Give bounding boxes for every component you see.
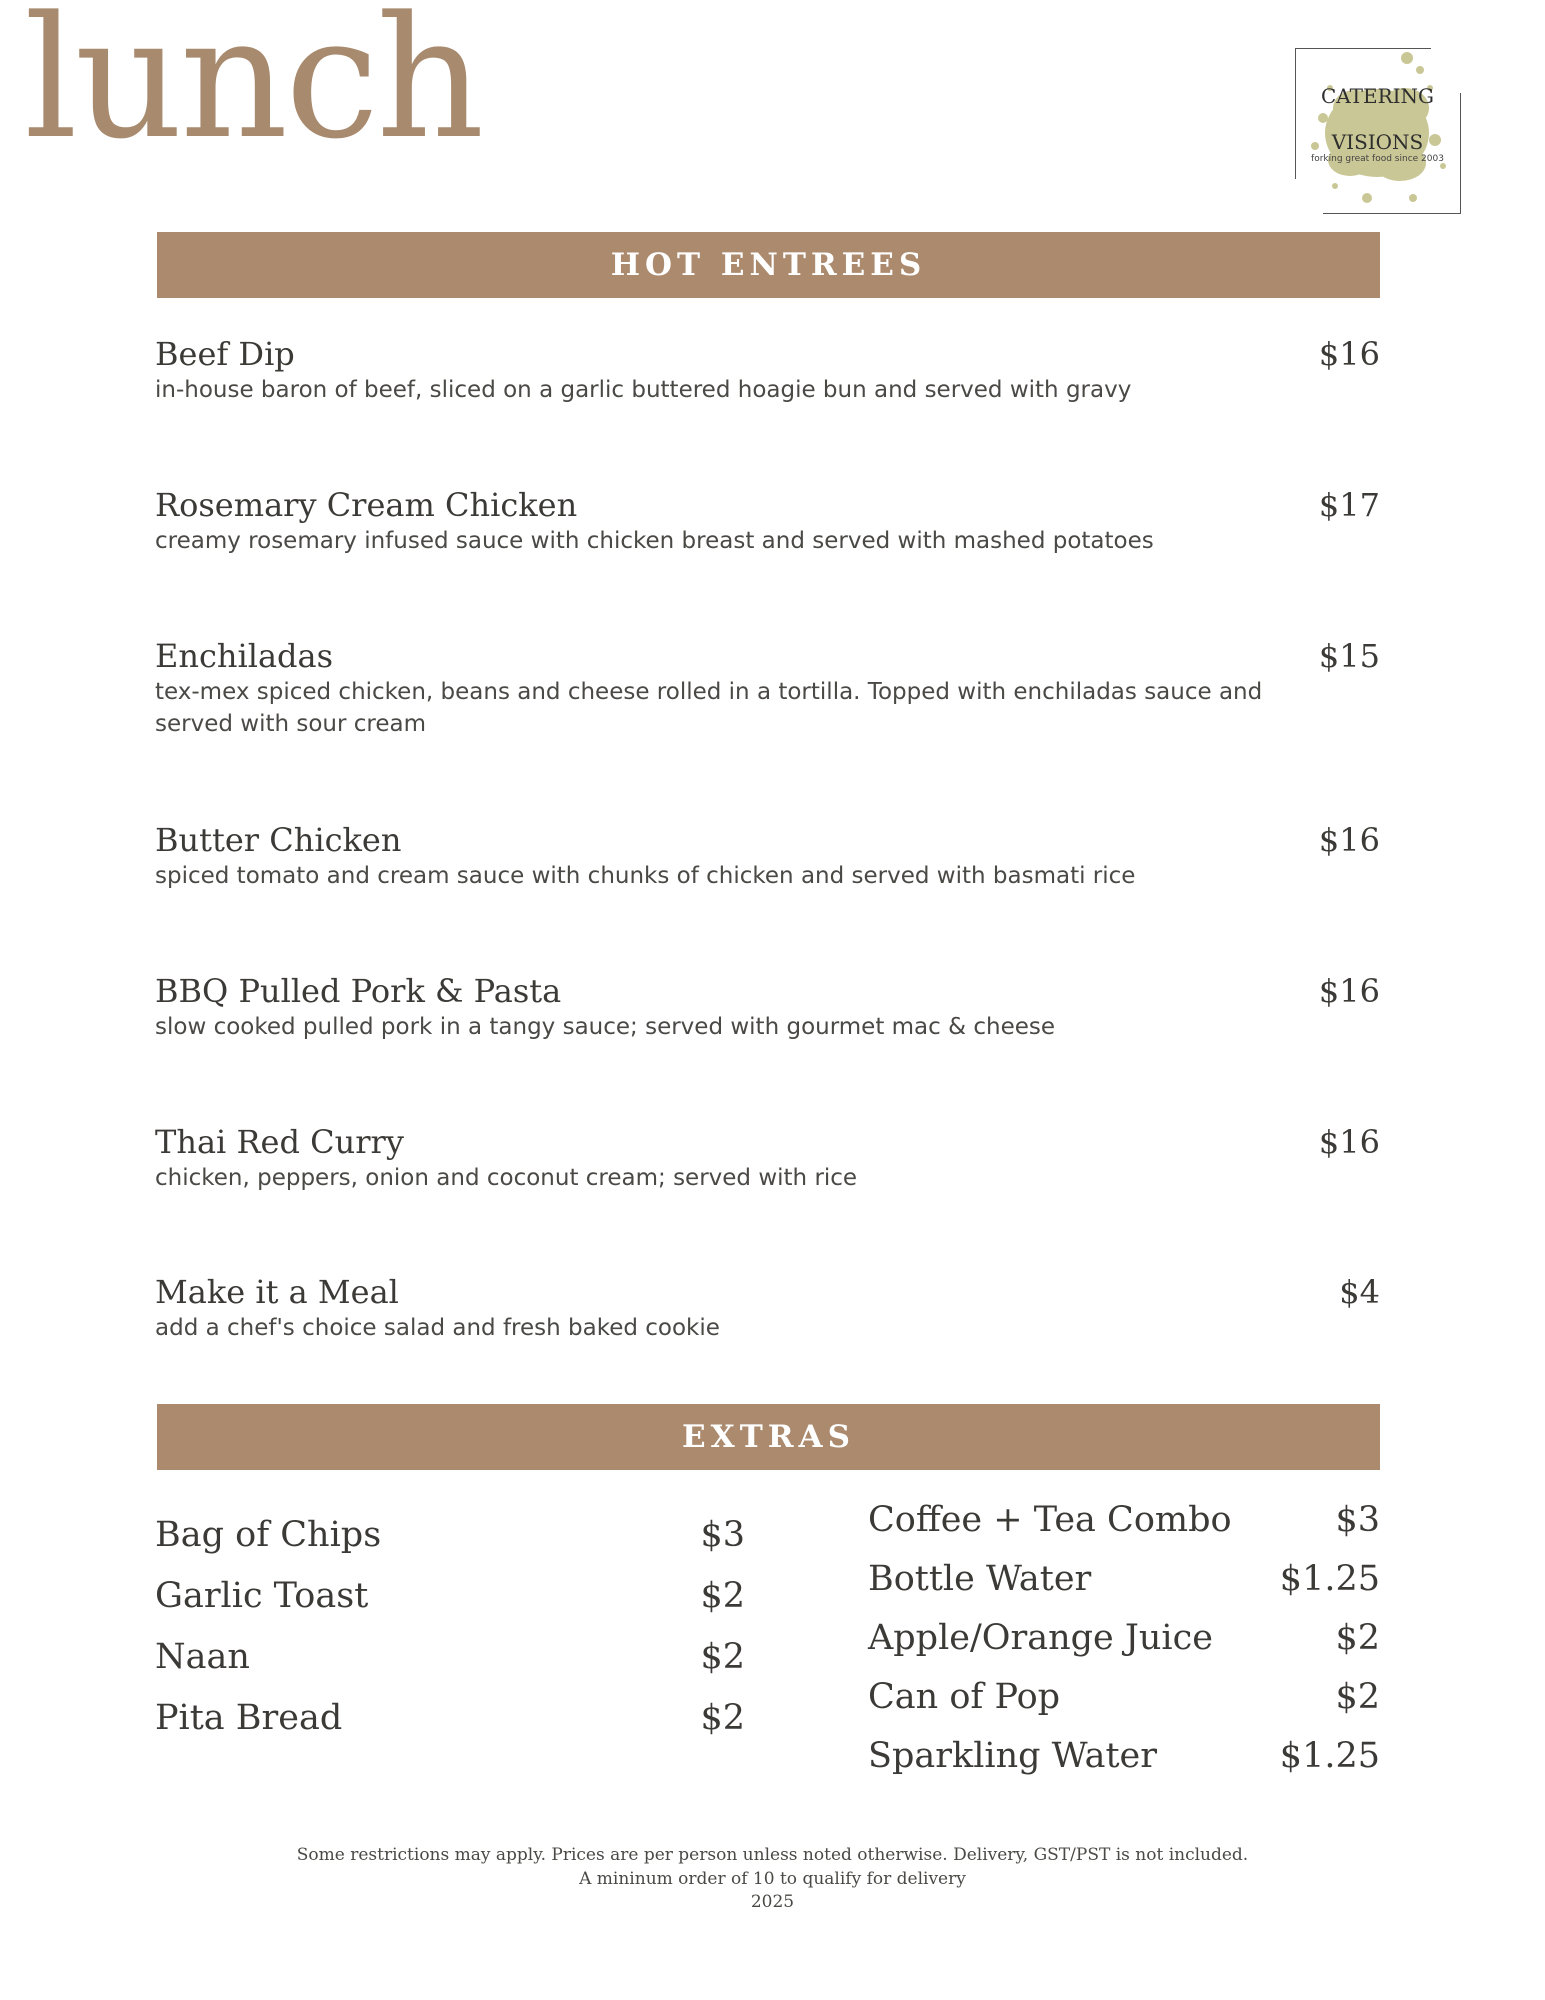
extra-name: Sparkling Water bbox=[868, 1736, 1157, 1776]
extra-price: $1.25 bbox=[1279, 1736, 1380, 1776]
extra-name: Garlic Toast bbox=[155, 1576, 369, 1616]
menu-item bbox=[155, 1272, 1380, 1344]
item-description: in-house baron of beef, sliced on a garlic buttered hoagie bun and served with gravy bbox=[155, 377, 1132, 403]
extra-price: $3 bbox=[1335, 1500, 1380, 1540]
item-description: chicken, peppers, onion and coconut cream; served with rice bbox=[155, 1165, 858, 1191]
menu-item bbox=[155, 1122, 1380, 1194]
extra-item bbox=[155, 1635, 745, 1696]
extra-item bbox=[868, 1734, 1380, 1793]
footer-delivery-note: A mininum order of 10 to qualify for delivery bbox=[579, 1869, 966, 1889]
item-name: Make it a Meal bbox=[155, 1273, 399, 1311]
hot-entrees-banner: HOT ENTREES bbox=[157, 232, 1380, 298]
item-name: Thai Red Curry bbox=[155, 1123, 404, 1161]
extra-price: $1.25 bbox=[1279, 1559, 1380, 1599]
extra-name: Apple/Orange Juice bbox=[868, 1618, 1213, 1658]
menu-item bbox=[155, 636, 1380, 740]
page-title: lunch bbox=[24, 0, 482, 176]
item-price: $4 bbox=[1339, 1273, 1380, 1311]
extra-name: Naan bbox=[155, 1637, 250, 1677]
item-price: $16 bbox=[1318, 821, 1380, 859]
extra-price: $2 bbox=[700, 1698, 745, 1738]
menu-item bbox=[155, 485, 1380, 557]
extra-name: Coffee + Tea Combo bbox=[868, 1500, 1232, 1540]
extra-item bbox=[868, 1616, 1380, 1675]
item-description: tex-mex spiced chicken, beans and cheese rolled in a tortilla. Topped with enchiladas sauce and served with sour cream bbox=[155, 679, 1263, 737]
extras-left-column bbox=[155, 1513, 745, 1757]
extra-price: $2 bbox=[1335, 1677, 1380, 1717]
extra-price: $2 bbox=[700, 1637, 745, 1677]
item-price: $17 bbox=[1318, 486, 1380, 524]
item-name: Butter Chicken bbox=[155, 821, 402, 859]
logo-line-1: CATERING bbox=[1320, 84, 1435, 108]
extra-item bbox=[868, 1498, 1380, 1557]
extras-right-column bbox=[868, 1498, 1380, 1793]
item-price: $15 bbox=[1318, 637, 1380, 675]
item-description: slow cooked pulled pork in a tangy sauce; served with gourmet mac & cheese bbox=[155, 1014, 1056, 1040]
extra-item bbox=[868, 1557, 1380, 1616]
item-description: spiced tomato and cream sauce with chunks of chicken and served with basmati rice bbox=[155, 863, 1136, 889]
catering-visions-logo bbox=[1295, 48, 1460, 213]
item-name: Enchiladas bbox=[155, 637, 334, 675]
extras-banner: EXTRAS bbox=[157, 1404, 1380, 1470]
extra-item bbox=[155, 1574, 745, 1635]
extra-name: Can of Pop bbox=[868, 1677, 1061, 1717]
item-name: BBQ Pulled Pork & Pasta bbox=[155, 972, 562, 1010]
item-description: creamy rosemary infused sauce with chicken breast and served with mashed potatoes bbox=[155, 528, 1154, 554]
item-price: $16 bbox=[1318, 335, 1380, 373]
logo-tagline: forking great food since 2003 bbox=[1311, 154, 1444, 164]
footer-year: 2025 bbox=[750, 1892, 795, 1912]
item-price: $16 bbox=[1318, 972, 1380, 1010]
footer-disclaimer: Some restrictions may apply. Prices are per person unless noted otherwise. Delivery, GST/PST is not included. bbox=[296, 1845, 1249, 1865]
extra-name: Bottle Water bbox=[868, 1559, 1092, 1599]
item-name: Rosemary Cream Chicken bbox=[155, 486, 578, 524]
extra-price: $2 bbox=[1335, 1618, 1380, 1658]
menu-item bbox=[155, 971, 1380, 1043]
logo-line-2: VISIONS bbox=[1331, 130, 1424, 154]
extra-item bbox=[868, 1675, 1380, 1734]
extra-item bbox=[155, 1696, 745, 1757]
extra-item bbox=[155, 1513, 745, 1574]
item-price: $16 bbox=[1318, 1123, 1380, 1161]
extra-name: Bag of Chips bbox=[155, 1515, 382, 1555]
item-description: add a chef's choice salad and fresh baked cookie bbox=[155, 1315, 720, 1341]
extra-name: Pita Bread bbox=[155, 1698, 343, 1738]
item-name: Beef Dip bbox=[155, 335, 295, 373]
extra-price: $3 bbox=[700, 1515, 745, 1555]
menu-item bbox=[155, 334, 1380, 406]
extra-price: $2 bbox=[700, 1576, 745, 1616]
menu-item bbox=[155, 820, 1380, 892]
